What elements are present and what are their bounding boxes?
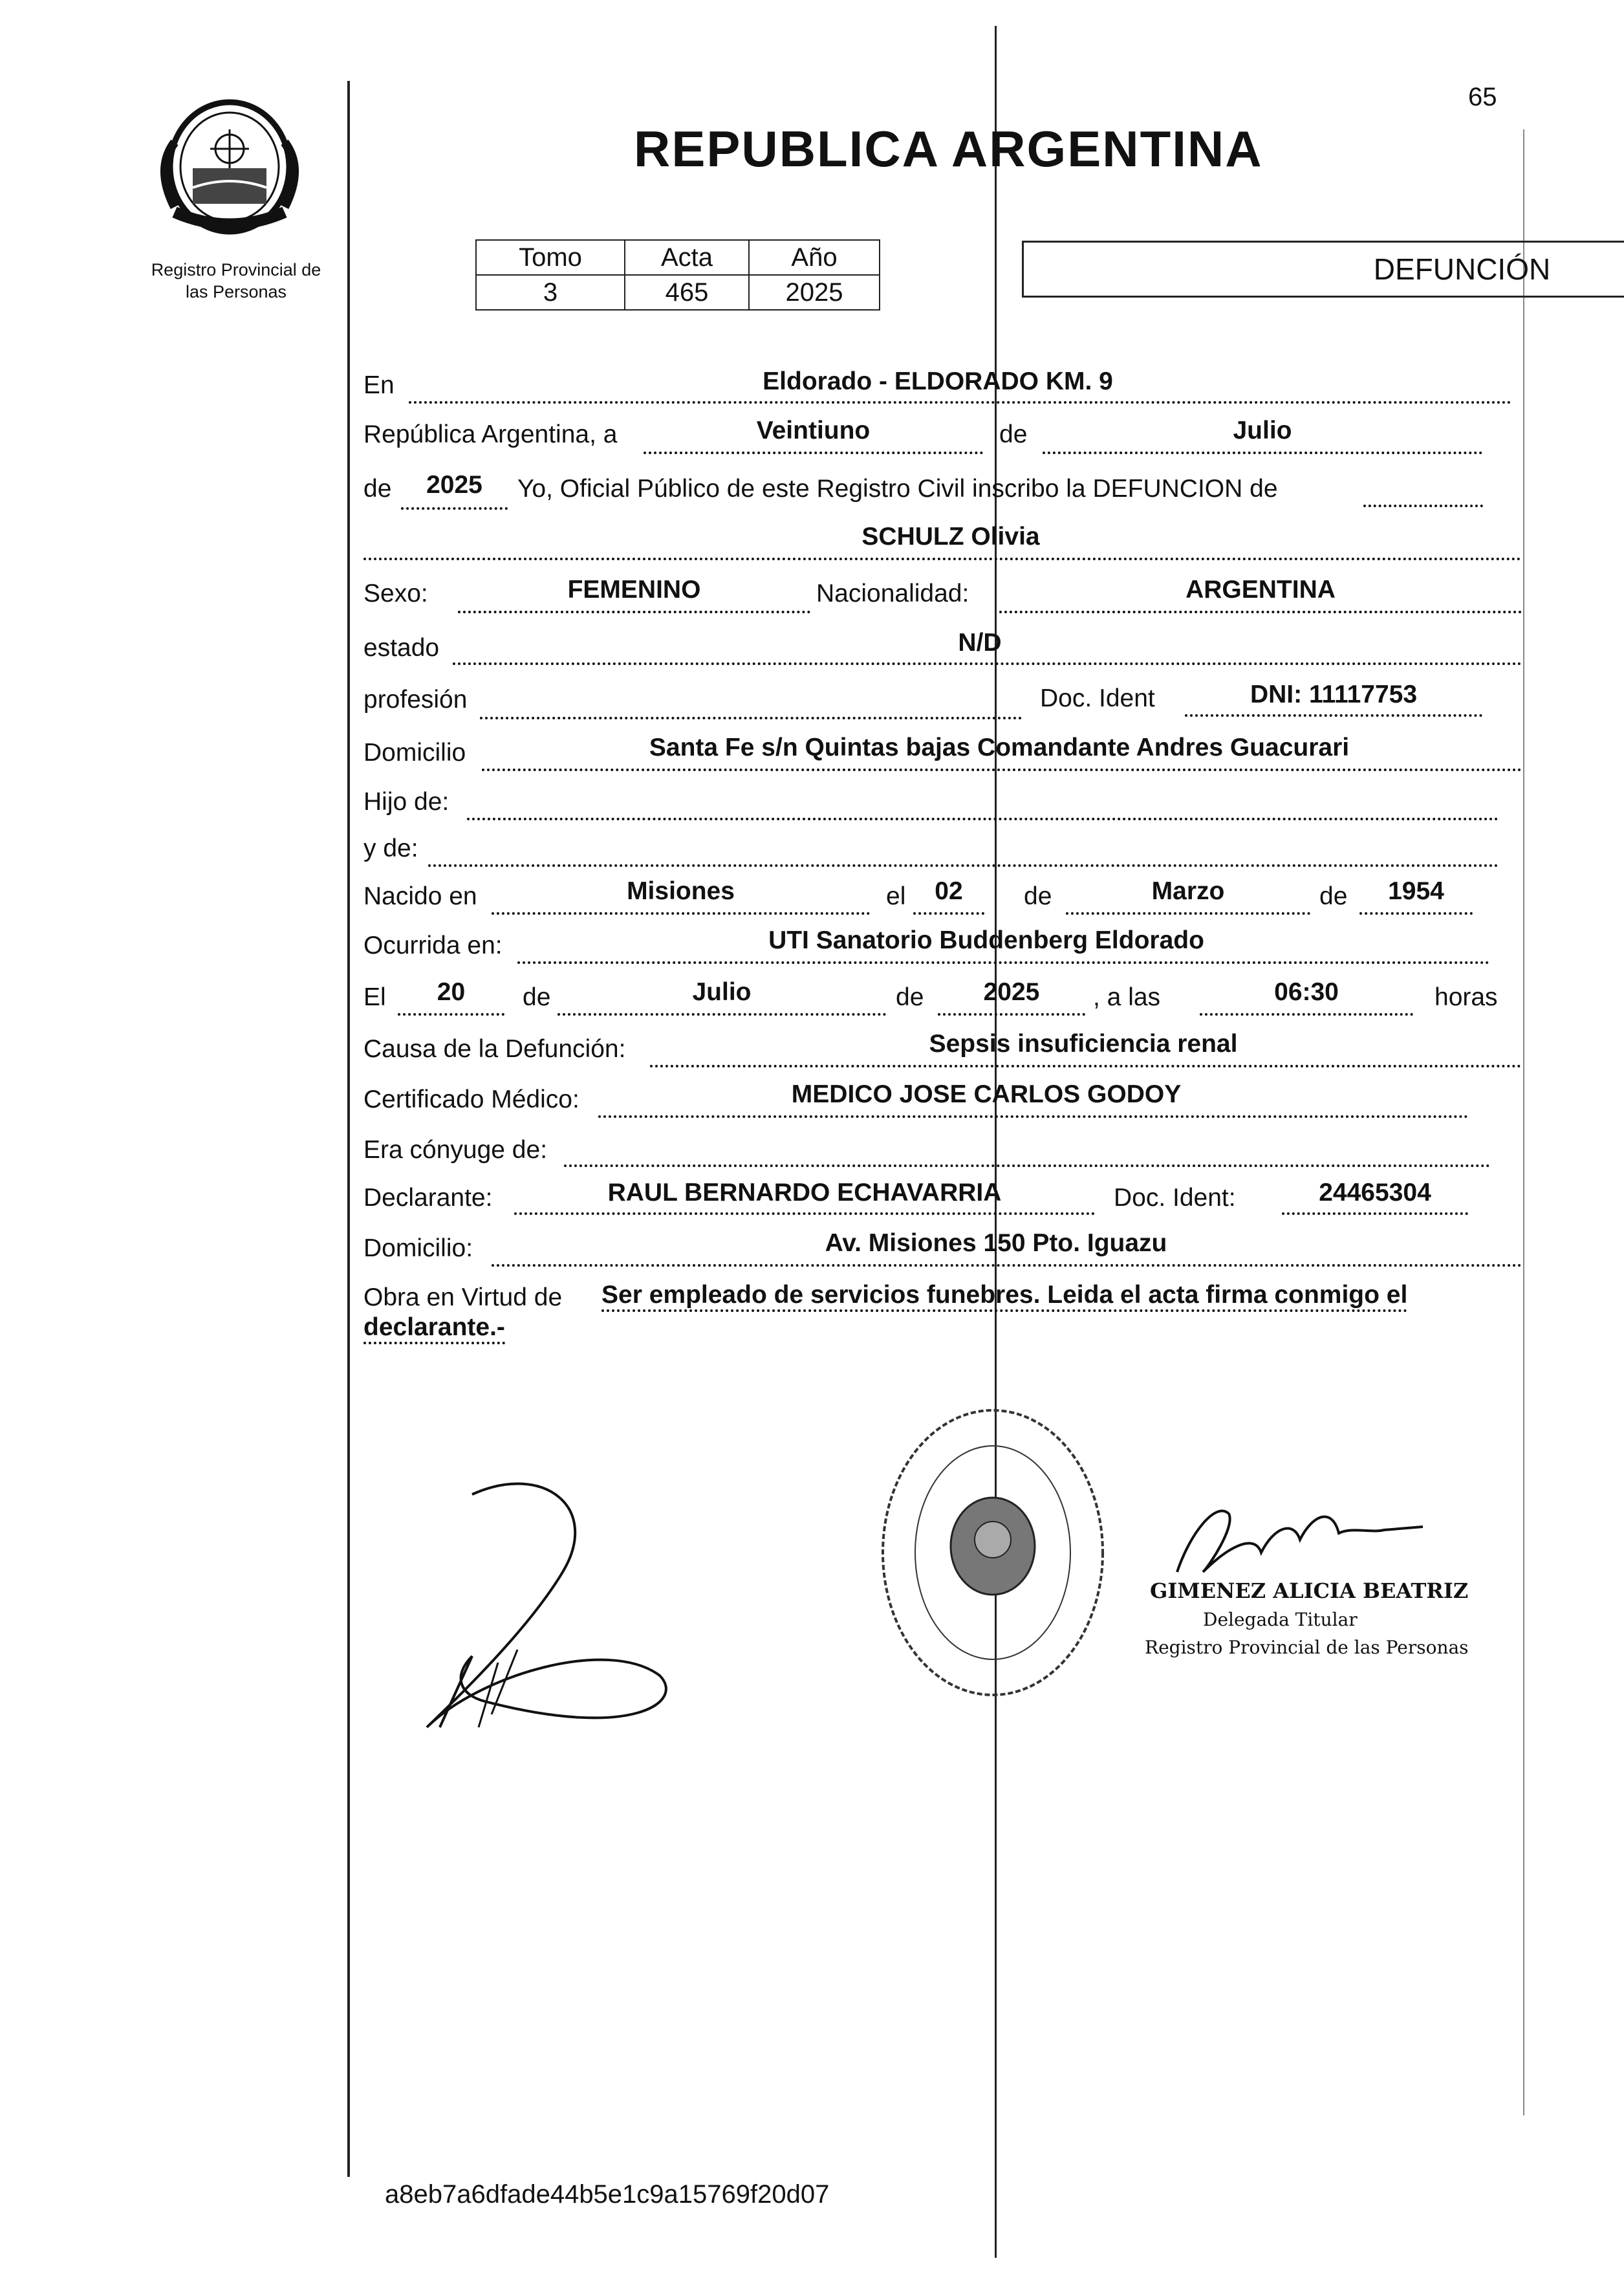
- de6-label: de: [896, 983, 924, 1011]
- name-leader: [363, 558, 1521, 560]
- profesion-label: profesión: [363, 686, 468, 714]
- registry-name-line2: las Personas: [185, 282, 287, 301]
- domicilio-leader: [482, 769, 1522, 771]
- causa-label: Causa de la Defunción:: [363, 1035, 626, 1063]
- declarante-leader: [514, 1212, 1095, 1215]
- causa-leader: [650, 1065, 1521, 1067]
- nacionalidad-leader: [999, 611, 1522, 613]
- ocurrida-leader: [517, 961, 1489, 964]
- domicilio-label: Domicilio: [363, 739, 466, 767]
- birth-month-leader: [1066, 912, 1310, 915]
- obra-line1: Ser empleado de servicios funebres. Leida el acta firma conmigo el: [601, 1281, 1407, 1312]
- profesion-leader: [480, 717, 1022, 719]
- de4-label: de: [1319, 882, 1348, 910]
- conyuge-label: Era cónyuge de:: [363, 1136, 548, 1164]
- death-day-leader: [398, 1013, 504, 1016]
- causa-value: Sepsis insuficiencia renal: [929, 1030, 1238, 1058]
- doc-ident2-leader: [1282, 1212, 1468, 1215]
- table-value-anio: 2025: [749, 275, 880, 310]
- certificado-value: MEDICO JOSE CARLOS GODOY: [791, 1080, 1182, 1108]
- official-office: Registro Provincial de las Personas: [1145, 1637, 1469, 1658]
- doc-ident-label: Doc. Ident: [1040, 684, 1155, 712]
- sexo-value: FEMENINO: [567, 576, 701, 604]
- death-time-value: 06:30: [1274, 978, 1339, 1006]
- horas-label: horas: [1435, 983, 1498, 1011]
- birth-day-value: 02: [935, 877, 963, 905]
- domicilio2-label: Domicilio:: [363, 1234, 473, 1262]
- month-leader: [1043, 452, 1482, 454]
- day-leader: [644, 452, 983, 454]
- declarante-label: Declarante:: [363, 1184, 493, 1212]
- alas-label: , a las: [1093, 983, 1161, 1011]
- yo-text: Yo, Oficial Público de este Registro Civil inscribo la DEFUNCION de: [517, 475, 1278, 503]
- record-type-box: DEFUNCIÓN: [1022, 241, 1624, 298]
- table-header-anio: Año: [749, 240, 880, 275]
- registry-stamp: [873, 1404, 1112, 1701]
- table-header-acta: Acta: [625, 240, 749, 275]
- left-margin-rule: [347, 81, 350, 2177]
- year-leader: [401, 507, 508, 510]
- death-month-value: Julio: [692, 978, 752, 1006]
- place-leader: [409, 401, 1511, 404]
- provincial-coat-of-arms: [149, 97, 310, 239]
- doc-ident-leader: [1185, 714, 1482, 717]
- birth-year-value: 1954: [1388, 877, 1444, 905]
- doc-ident2-value: 24465304: [1319, 1179, 1431, 1207]
- de3-label: de: [1024, 882, 1052, 910]
- year-value: 2025: [426, 471, 482, 499]
- hijo-leader: [467, 818, 1499, 820]
- ocurrida-label: Ocurrida en:: [363, 932, 503, 959]
- official-signature: [1164, 1494, 1436, 1585]
- death-year-leader: [938, 1013, 1085, 1016]
- deceased-name: SCHULZ Olivia: [861, 523, 1040, 551]
- republica-label: República Argentina, a: [363, 421, 618, 448]
- page-title: REPUBLICA ARGENTINA: [634, 120, 1263, 177]
- month-text-value: Julio: [1233, 417, 1292, 444]
- ocurrida-value: UTI Sanatorio Buddenberg Eldorado: [768, 926, 1204, 954]
- registry-name-line1: Registro Provincial de: [151, 260, 321, 279]
- domicilio-value: Santa Fe s/n Quintas bajas Comandante Andres Guacurari: [649, 734, 1350, 761]
- nacionalidad-label: Nacionalidad:: [816, 580, 969, 607]
- death-month-leader: [558, 1013, 886, 1016]
- registry-reference-table: [475, 239, 880, 311]
- yde-leader: [428, 864, 1499, 867]
- certificado-leader: [598, 1115, 1468, 1118]
- nacido-value: Misiones: [627, 877, 735, 905]
- official-name: GIMENEZ ALICIA BEATRIZ: [1150, 1578, 1469, 1603]
- death-time-leader: [1200, 1013, 1413, 1016]
- place-value: Eldorado - ELDORADO KM. 9: [763, 367, 1113, 395]
- estado-leader: [453, 662, 1522, 665]
- right-margin-rule: [1523, 129, 1524, 2115]
- de5-label: de: [523, 983, 551, 1011]
- domicilio2-value: Av. Misiones 150 Pto. Iguazu: [825, 1229, 1167, 1257]
- obra-line2: declarante.-: [363, 1313, 505, 1344]
- el-label: el: [886, 882, 906, 910]
- obra-label: Obra en Virtud de: [363, 1283, 563, 1311]
- nacido-leader: [492, 912, 870, 915]
- en-label: En: [363, 371, 395, 399]
- death-year-value: 2025: [983, 978, 1040, 1006]
- birth-year-leader: [1359, 912, 1473, 915]
- table-value-tomo: 3: [476, 275, 625, 310]
- doc-ident2-label: Doc. Ident:: [1114, 1184, 1236, 1212]
- official-role: Delegada Titular: [1203, 1609, 1358, 1630]
- el2-label: El: [363, 983, 386, 1011]
- day-text-value: Veintiuno: [756, 417, 871, 444]
- estado-label: estado: [363, 634, 440, 662]
- hijo-label: Hijo de:: [363, 788, 449, 816]
- nacionalidad-value: ARGENTINA: [1186, 576, 1336, 604]
- doc-ident-value: DNI: 11117753: [1250, 681, 1418, 708]
- death-day-value: 20: [437, 978, 466, 1006]
- yde-label: y de:: [363, 835, 418, 862]
- registry-name: [129, 259, 343, 303]
- declarante-value: RAUL BERNARDO ECHAVARRIA: [607, 1179, 1002, 1207]
- conyuge-leader: [564, 1164, 1490, 1167]
- nacido-label: Nacido en: [363, 882, 477, 910]
- domicilio2-leader: [492, 1264, 1522, 1267]
- sexo-label: Sexo:: [363, 580, 428, 607]
- declarant-signature: [401, 1469, 692, 1740]
- page-number: 65: [1468, 83, 1497, 111]
- estado-value: N/D: [958, 629, 1002, 657]
- certificado-label: Certificado Médico:: [363, 1086, 579, 1113]
- birth-day-leader: [913, 912, 984, 915]
- center-fold-line: [995, 26, 997, 2258]
- de2-label: de: [363, 475, 392, 503]
- table-value-acta: 465: [625, 275, 749, 310]
- table-header-tomo: Tomo: [476, 240, 625, 275]
- de-label: de: [999, 421, 1028, 448]
- document-hash: a8eb7a6dfade44b5e1c9a15769f20d07: [385, 2180, 830, 2209]
- sexo-leader: [458, 611, 810, 613]
- birth-month-value: Marzo: [1151, 877, 1225, 905]
- yo-leader: [1363, 505, 1483, 507]
